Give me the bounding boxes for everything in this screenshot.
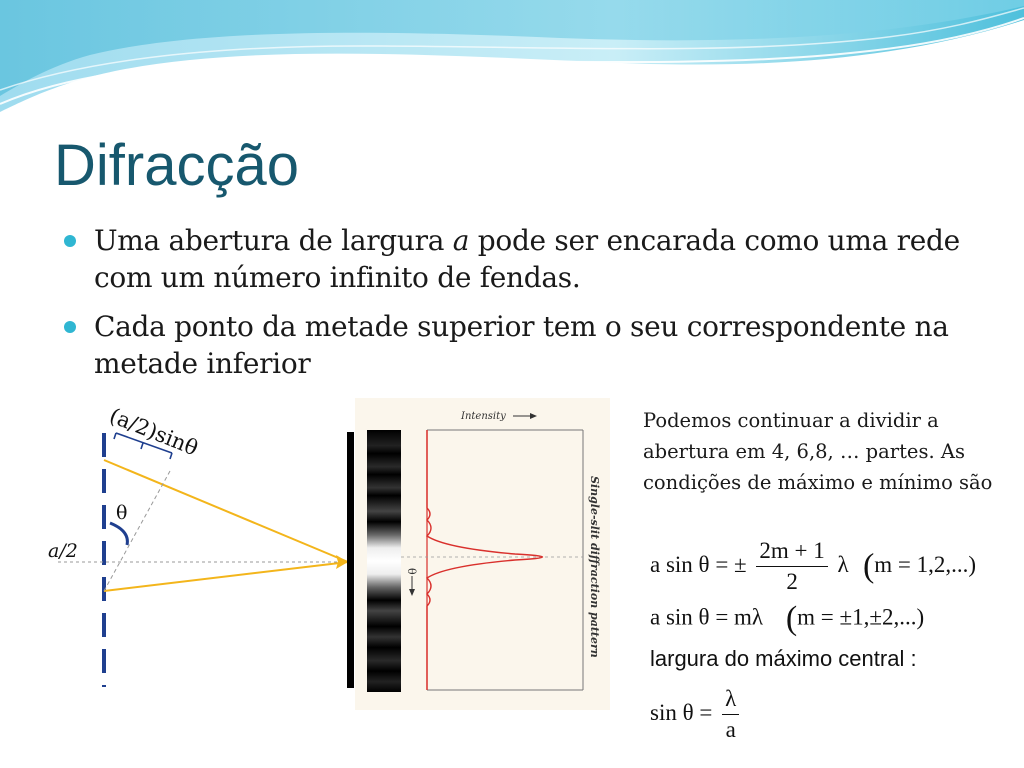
slide-title: Difracção: [54, 133, 299, 198]
pattern-theta-label: θ: [405, 568, 418, 575]
side-paragraph: Podemos continuar a dividir a abertura em 4, 6,8, … partes. As condições de máximo e mínimo são: [643, 409, 993, 494]
eq1-lambda: λ: [837, 551, 849, 577]
bullet-text: Uma abertura de largura: [94, 224, 453, 257]
path-difference-label: (a/2)sinθ: [106, 403, 202, 461]
angle-arc: [110, 523, 127, 545]
bullet-dot-icon: [64, 235, 76, 247]
eq1-lhs: a sin θ = ±: [650, 551, 747, 577]
eq3-lhs: sin θ =: [650, 699, 713, 725]
screen-bar: [347, 432, 354, 688]
bullet-text-cont: pode ser encarada como uma rede com um número infinito de fendas.: [94, 224, 960, 294]
bullet-dot-icon: [64, 321, 76, 333]
half-width-label: a/2: [48, 540, 78, 562]
slit-ray-diagram: [30, 395, 360, 695]
pattern-caption: Single-slit diffraction pattern: [588, 476, 601, 658]
eq2-lhs: a sin θ = mλ: [650, 604, 764, 630]
eq1-condition: m = 1,2,...): [874, 551, 977, 577]
bullet-item: [62, 308, 962, 382]
eq3-fraction: [722, 684, 739, 745]
header-wave: [0, 0, 1024, 125]
diffraction-pattern-figure: [345, 398, 610, 710]
eq2-condition: m = ±1,±2,...): [797, 604, 925, 630]
fringe-strip: [367, 430, 401, 692]
eq1-fraction: [756, 536, 827, 597]
bullet-text: Cada ponto da metade superior tem o seu correspondente na metade inferior: [94, 310, 949, 380]
intensity-label: Intensity: [461, 411, 506, 422]
ray-upper: [104, 460, 348, 562]
theta-label: θ: [116, 502, 128, 524]
bullet-item: [62, 222, 962, 296]
equation-central-width: [650, 684, 743, 745]
perpendicular-line: [104, 471, 170, 591]
bullet-list: [62, 222, 962, 394]
eq1-open-paren: (: [854, 547, 875, 585]
equation-minima: [650, 600, 924, 638]
eq3-denominator: a: [725, 717, 736, 742]
ray-lower: [104, 562, 348, 591]
bullet-italic-text: a: [452, 224, 470, 257]
eq3-numerator: λ: [722, 684, 739, 715]
eq1-numerator: 2m + 1: [756, 536, 827, 567]
equation-maxima: [650, 536, 976, 597]
eq1-denominator: 2: [786, 569, 798, 594]
central-max-label: largura do máximo central :: [650, 646, 917, 671]
eq2-open-paren: (: [768, 600, 798, 637]
